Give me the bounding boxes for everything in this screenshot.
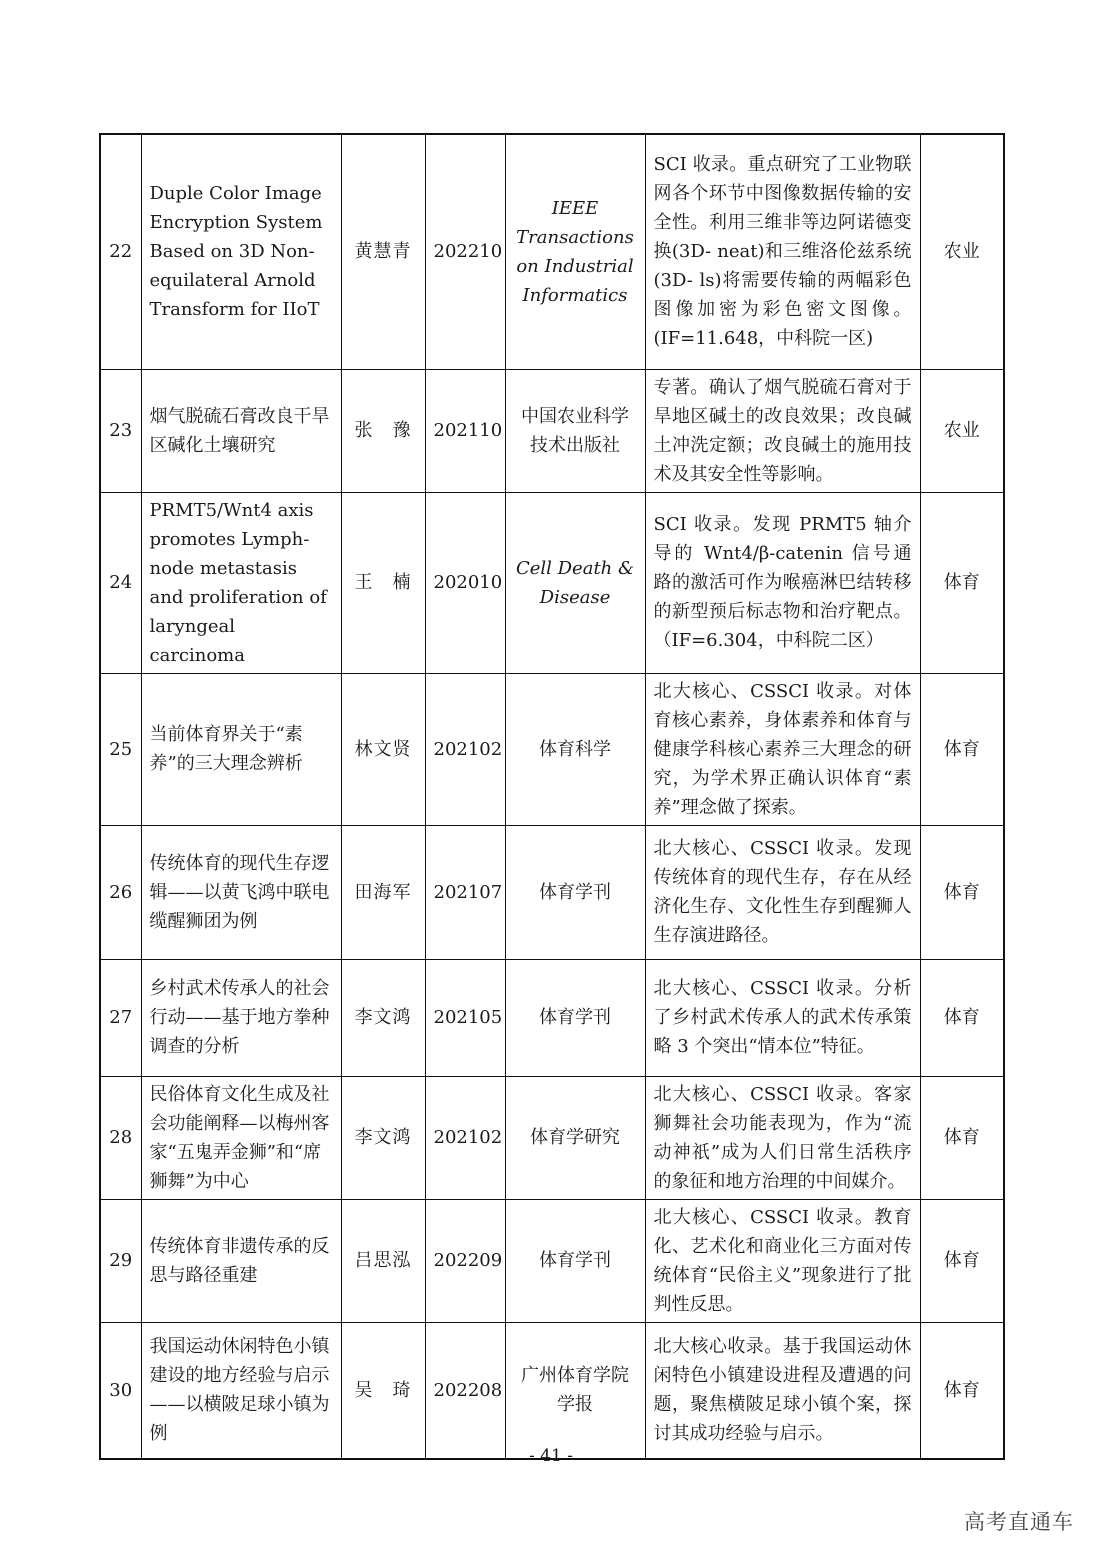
author-name: 吴 琦	[341, 1322, 425, 1459]
discipline-field: 体育	[920, 492, 1004, 673]
achievements-table	[99, 133, 1005, 1460]
row-number: 26	[100, 825, 141, 959]
paper-title: PRMT5/Wnt4 axis promotes Lymph-node metastasis and proliferation of laryngeal carcinoma	[141, 492, 341, 673]
paper-title: 当前体育界关于“素养”的三大理念辨析	[141, 673, 341, 825]
paper-description: SCI 收录。发现 PRMT5 轴介导的 Wnt4/β-catenin 信号通路的激活可作为喉癌淋巴结转移的新型预后标志物和治疗靶点。（IF=6.304，中科院二区）	[645, 492, 920, 673]
row-number: 27	[100, 959, 141, 1076]
table-row	[100, 369, 1004, 492]
author-name: 李文鸿	[341, 1076, 425, 1199]
author-name: 王 楠	[341, 492, 425, 673]
discipline-field: 体育	[920, 1199, 1004, 1322]
publish-date: 202208	[425, 1322, 505, 1459]
publish-date: 202102	[425, 1076, 505, 1199]
journal-name: 体育学研究	[505, 1076, 645, 1199]
table-row	[100, 492, 1004, 673]
journal-name: 体育学刊	[505, 825, 645, 959]
paper-title: 传统体育的现代生存逻辑——以黄飞鸿中联电缆醒狮团为例	[141, 825, 341, 959]
row-number: 23	[100, 369, 141, 492]
paper-description: 北大核心、CSSCI 收录。对体育核心素养，身体素养和体育与健康学科核心素养三大理念的研究，为学术界正确认识体育“素养”理念做了探索。	[645, 673, 920, 825]
watermark-text: 高考直通车	[964, 1510, 1074, 1534]
paper-title: Duple Color Image Encryption System Based on 3D Non-equilateral Arnold Transform for IIoT	[141, 134, 341, 369]
paper-title: 我国运动休闲特色小镇建设的地方经验与启示——以横陂足球小镇为例	[141, 1322, 341, 1459]
publish-date: 202105	[425, 959, 505, 1076]
table-row	[100, 825, 1004, 959]
discipline-field: 体育	[920, 825, 1004, 959]
author-name: 李文鸿	[341, 959, 425, 1076]
author-name: 黄慧青	[341, 134, 425, 369]
paper-description: SCI 收录。重点研究了工业物联网各个环节中图像数据传输的安全性。利用三维非等边阿诺德变换(3D- neat)和三维洛伦兹系统(3D- ls)将需要传输的两幅彩色图像加密为彩色密文图像。(IF=11.648，中科院一区)	[645, 134, 920, 369]
row-number: 25	[100, 673, 141, 825]
discipline-field: 农业	[920, 369, 1004, 492]
row-number: 30	[100, 1322, 141, 1459]
publish-date: 202209	[425, 1199, 505, 1322]
table-row	[100, 1076, 1004, 1199]
journal-name: 体育学刊	[505, 1199, 645, 1322]
author-name: 林文贤	[341, 673, 425, 825]
journal-name: 体育学刊	[505, 959, 645, 1076]
table-row	[100, 1322, 1004, 1459]
paper-title: 烟气脱硫石膏改良干旱区碱化土壤研究	[141, 369, 341, 492]
journal-name: IEEE Transactions on Industrial Informatics	[505, 134, 645, 369]
paper-title: 乡村武术传承人的社会行动——基于地方拳种调查的分析	[141, 959, 341, 1076]
publish-date: 202102	[425, 673, 505, 825]
paper-description: 北大核心、CSSCI 收录。客家狮舞社会功能表现为，作为“流动神祇”成为人们日常生活秩序的象征和地方治理的中间媒介。	[645, 1076, 920, 1199]
paper-description: 北大核心收录。基于我国运动休闲特色小镇建设进程及遭遇的问题，聚焦横陂足球小镇个案，探讨其成功经验与启示。	[645, 1322, 920, 1459]
row-number: 22	[100, 134, 141, 369]
discipline-field: 农业	[920, 134, 1004, 369]
row-number: 24	[100, 492, 141, 673]
publish-date: 202210	[425, 134, 505, 369]
row-number: 29	[100, 1199, 141, 1322]
table-body	[100, 134, 1004, 1459]
journal-name: 广州体育学院学报	[505, 1322, 645, 1459]
journal-name: 中国农业科学技术出版社	[505, 369, 645, 492]
publish-date: 202110	[425, 369, 505, 492]
page-number: - 41 -	[529, 1446, 573, 1466]
table-row	[100, 959, 1004, 1076]
table-row	[100, 134, 1004, 369]
publish-date: 202010	[425, 492, 505, 673]
author-name: 田海军	[341, 825, 425, 959]
paper-description: 北大核心、CSSCI 收录。分析了乡村武术传承人的武术传承策略 3 个突出“情本位”特征。	[645, 959, 920, 1076]
discipline-field: 体育	[920, 673, 1004, 825]
paper-title: 民俗体育文化生成及社会功能阐释—以梅州客家“五鬼弄金狮”和“席狮舞”为中心	[141, 1076, 341, 1199]
paper-description: 北大核心、CSSCI 收录。教育化、艺术化和商业化三方面对传统体育“民俗主义”现象进行了批判性反思。	[645, 1199, 920, 1322]
discipline-field: 体育	[920, 1322, 1004, 1459]
journal-name: Cell Death & Disease	[505, 492, 645, 673]
author-name: 张 豫	[341, 369, 425, 492]
discipline-field: 体育	[920, 1076, 1004, 1199]
discipline-field: 体育	[920, 959, 1004, 1076]
journal-name: 体育科学	[505, 673, 645, 825]
paper-description: 北大核心、CSSCI 收录。发现传统体育的现代生存，存在从经济化生存、文化性生存到醒狮人生存演进路径。	[645, 825, 920, 959]
author-name: 吕思泓	[341, 1199, 425, 1322]
table-row	[100, 1199, 1004, 1322]
table-row	[100, 673, 1004, 825]
publish-date: 202107	[425, 825, 505, 959]
row-number: 28	[100, 1076, 141, 1199]
paper-description: 专著。确认了烟气脱硫石膏对于旱地区碱土的改良效果；改良碱土冲洗定额；改良碱土的施用技术及其安全性等影响。	[645, 369, 920, 492]
paper-title: 传统体育非遗传承的反思与路径重建	[141, 1199, 341, 1322]
